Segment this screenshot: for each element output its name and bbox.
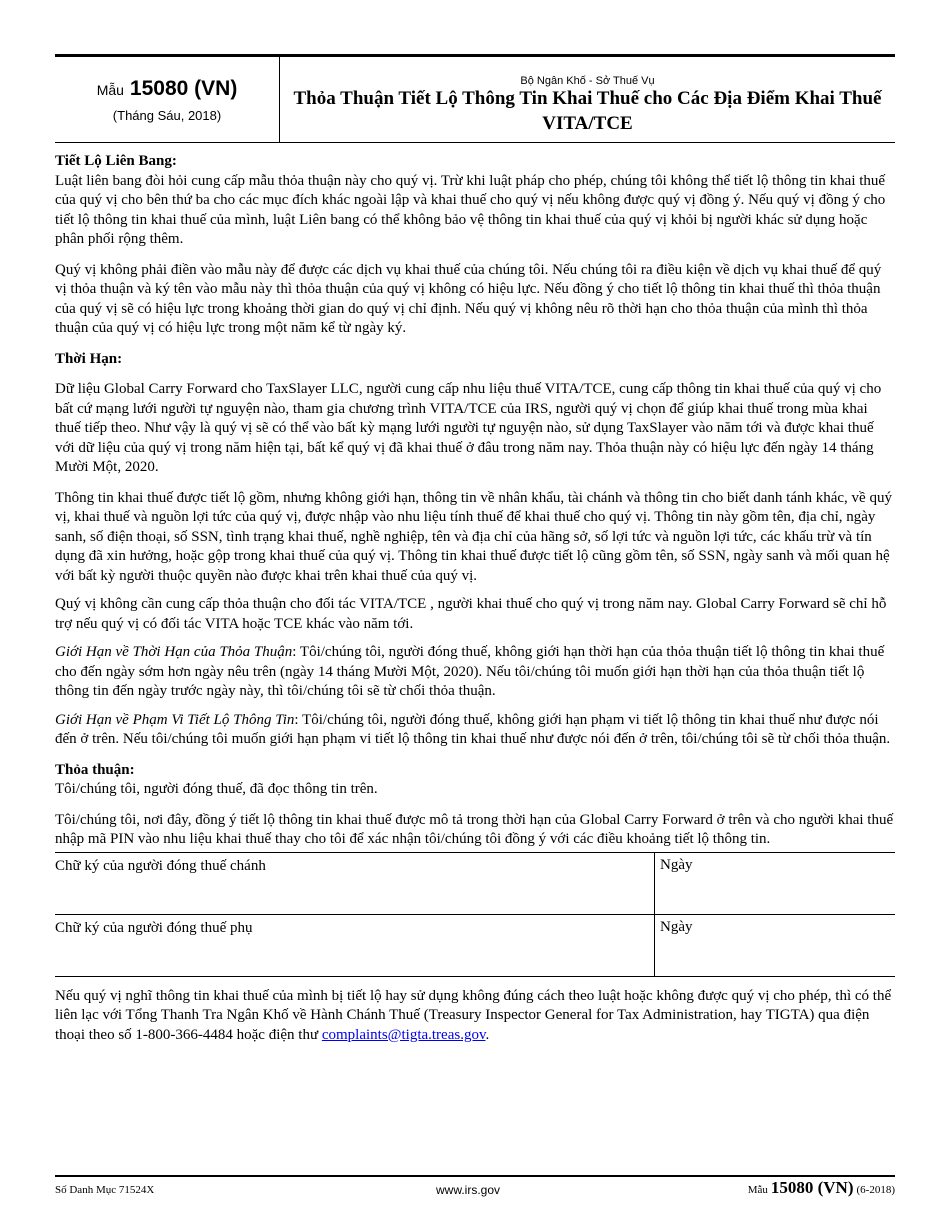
term-paragraph-3: Quý vị không cần cung cấp thỏa thuận cho đối tác VITA/TCE , người khai thuế cho quý vị trong năm nay. Global Carry Forward sẽ chỉ hỗ trợ nếu quý vị có đối tác VITA hoặc TCE khác vào năm tới. bbox=[55, 596, 887, 632]
federal-paragraph-2: Quý vị không phải điền vào mẫu này để được các dịch vụ khai thuế của chúng tôi. Nếu chúng tôi ra điều kiện về dịch vụ khai thuế để quý vị thỏa thuận và ký tên vào mẫu này thì thỏa thuận của quý vị không có hiệu lực. Nếu đồng ý cho tiết lộ thông tin khai thuế thì thỏa thuận của quý vị sẽ có hiệu lực trong khoảng thời gian do quý vị chỉ định. Nếu quý vị không nêu rõ thời hạn cho thỏa thuận của mình thì thỏa thuận của quý vị có hiệu lực trong một năm kể từ ngày ký. bbox=[55, 261, 882, 336]
primary-date-field[interactable] bbox=[654, 853, 895, 914]
limit-scope-label: Giới Hạn về Phạm Vi Tiết Lộ Thông Tin bbox=[55, 711, 295, 728]
primary-signature-label: Chữ ký của người đóng thuế chánh bbox=[55, 857, 266, 874]
agreement-heading: Thỏa thuận: bbox=[55, 761, 135, 778]
page-footer bbox=[55, 1175, 895, 1201]
secondary-date-label: Ngày bbox=[660, 918, 693, 935]
footer-form-id bbox=[748, 1178, 895, 1198]
form-page bbox=[55, 54, 895, 1045]
footer-form-prefix: Mẫu bbox=[747, 1184, 768, 1196]
signature-table bbox=[55, 852, 895, 977]
website-link[interactable]: www.irs.gov bbox=[436, 1183, 501, 1197]
term-paragraph-2: Thông tin khai thuế được tiết lộ gồm, nhưng không giới hạn, thông tin về nhân khẩu, tài chánh và thông tin cho biết danh tánh khác, về quý vị, khai thuế và nguồn lợi tức của quý vị, được nhập vào nhu liệu tính thuế để khai thuế cho quý vị. Thông tin này gồm tên, địa chỉ, ngày sanh, số điện thoại, số SSN, tình trạng khai thuế, nghề nghiệp, tên và địa chỉ của hãng sở, số lợi tức và nguồn lợi tức, các khấu trừ và tín dụng đã xin hưởng, hoặc gộp trong khai thuế của quý vị. Thông tin khai thuế được tiết lộ cũng gồm tên, số SSN, ngày sanh và mối quan hệ với bất kỳ người thuộc quyền nào được khai trên khai thuế của quý vị. bbox=[55, 489, 892, 584]
limit-scope-text: : Tôi/chúng tôi, người đóng thuế, không giới hạn phạm vi tiết lộ thông tin khai thuế như được nói đến ở trên. Nếu tôi/chúng tôi muốn giới hạn phạm vi tiết lộ thông tin khai thuế như được nói đến ở trên, tôi/chúng tôi sẽ từ chối thỏa thuận. bbox=[55, 711, 891, 747]
primary-signature-row bbox=[55, 853, 895, 914]
title-box bbox=[280, 57, 895, 142]
page-title: Thỏa Thuận Tiết Lộ Thông Tin Khai Thuế cho Các Địa Điểm Khai Thuế VITA/TCE bbox=[293, 88, 882, 134]
agreement-paragraph-2: Tôi/chúng tôi, nơi đây, đồng ý tiết lộ thông tin khai thuế được mô tả trong thời hạn của Global Carry Forward ở trên và cho người khai thuế nhập mã PIN vào nhu liệu khai thuế thay cho tôi để xác nhận tôi/chúng tôi đồng ý với các điều khoảng tiết lộ thông tin. bbox=[55, 811, 894, 847]
form-identifier bbox=[55, 57, 280, 142]
limit-scope-paragraph bbox=[55, 711, 895, 750]
federal-heading: Tiết Lộ Liên Bang: bbox=[55, 153, 177, 169]
footer-form-number: 15080 (VN) bbox=[770, 1178, 854, 1197]
form-content bbox=[55, 152, 895, 850]
secondary-date-field[interactable] bbox=[654, 915, 895, 976]
form-number: 15080 (VN) bbox=[129, 76, 238, 100]
term-paragraph-1: Dữ liệu Global Carry Forward cho TaxSlayer LLC, người cung cấp nhu liệu thuế VITA/TCE, cung cấp thông tin khai thuế của quý vị cho bất cứ mạng lưới người tự nguyện nào, tham gia chương trình VITA/TCE của IRS, người quý vị chọn để giúp khai thuế trong mùa khai thuế tiếp theo. Như vậy là quý vị sẽ có thể vào bất kỳ mạng lưới người tự nguyện nào, sử dụng TaxSlayer vào năm tới và được khai thuế với dữ liệu của quý vị trong năm hiện tại, bất kể quý vị đã khai thuế ở đâu trong năm nay. Thỏa thuận này có hiệu lực đến ngày 14 tháng Mười Một, 2020. bbox=[55, 381, 882, 475]
agreement-paragraph-1: Tôi/chúng tôi, người đóng thuế, đã đọc thông tin trên. bbox=[55, 781, 378, 797]
form-date: (Tháng Sáu, 2018) bbox=[112, 107, 222, 123]
form-prefix: Mẫu bbox=[96, 81, 124, 98]
tigta-email-link[interactable]: complaints@tigta.treas.gov bbox=[321, 1026, 486, 1043]
footer-form-date: (6-2018) bbox=[856, 1184, 895, 1196]
primary-date-label: Ngày bbox=[660, 856, 693, 873]
limit-term-label: Giới Hạn về Thời Hạn của Thỏa Thuận bbox=[55, 644, 293, 660]
report-text: Nếu quý vị nghĩ thông tin khai thuế của mình bị tiết lộ hay sử dụng không đúng cách theo luật hoặc không được quý vị cho phép, thì có thể liên lạc với Tổng Thanh Tra Ngân Khố về Hành Chánh Thuế (Treasury Inspector General for Tax Administration, hay TIGTA) qua điện thoại theo số 1-800-366-4484 hoặc điện thư bbox=[55, 987, 892, 1043]
term-heading: Thời Hạn: bbox=[55, 350, 123, 367]
limit-term-paragraph bbox=[55, 643, 895, 702]
report-paragraph bbox=[55, 987, 895, 1046]
agency-name: Bộ Ngân Khố - Sở Thuế Vụ bbox=[520, 75, 655, 87]
limit-term-text: : Tôi/chúng tôi, người đóng thuế, không giới hạn thời hạn của thỏa thuận tiết lộ thông tin khai thuế cho đến ngày sớm hơn ngày nêu trên (ngày 14 tháng Mười Một, 2020). Nếu tôi/chúng tôi muốn giới hạn thời hạn của thỏa thuận tiết lộ thông tin đến ngày trước ngày này, thì tôi/chúng tôi sẽ từ chối thỏa thuận. bbox=[55, 644, 885, 699]
primary-signature-field[interactable] bbox=[55, 853, 654, 914]
catalog-number: Số Danh Mục 71524X bbox=[55, 1184, 155, 1196]
secondary-signature-label: Chữ ký của người đóng thuế phụ bbox=[55, 919, 253, 936]
secondary-signature-field[interactable] bbox=[55, 915, 654, 976]
report-end: . bbox=[485, 1026, 490, 1043]
form-header bbox=[55, 54, 895, 143]
federal-paragraph-1: Luật liên bang đòi hỏi cung cấp mẫu thỏa thuận này cho quý vị. Trừ khi luật pháp cho phép, chúng tôi không thể tiết lộ thông tin khai thuế của quý vị cho bên thứ ba cho các mục đích khác ngoài lập và khai thuế cho quý vị nếu không được quý vị đồng ý. Nếu quý vị đồng ý cho tiết lộ thông tin khai thuế của mình, luật Liên bang có thể không bảo vệ thông tin khai thuế của quý vị khỏi bị người khác sử dụng hoặc phân phối rộng thêm. bbox=[55, 172, 886, 247]
secondary-signature-row bbox=[55, 914, 895, 976]
